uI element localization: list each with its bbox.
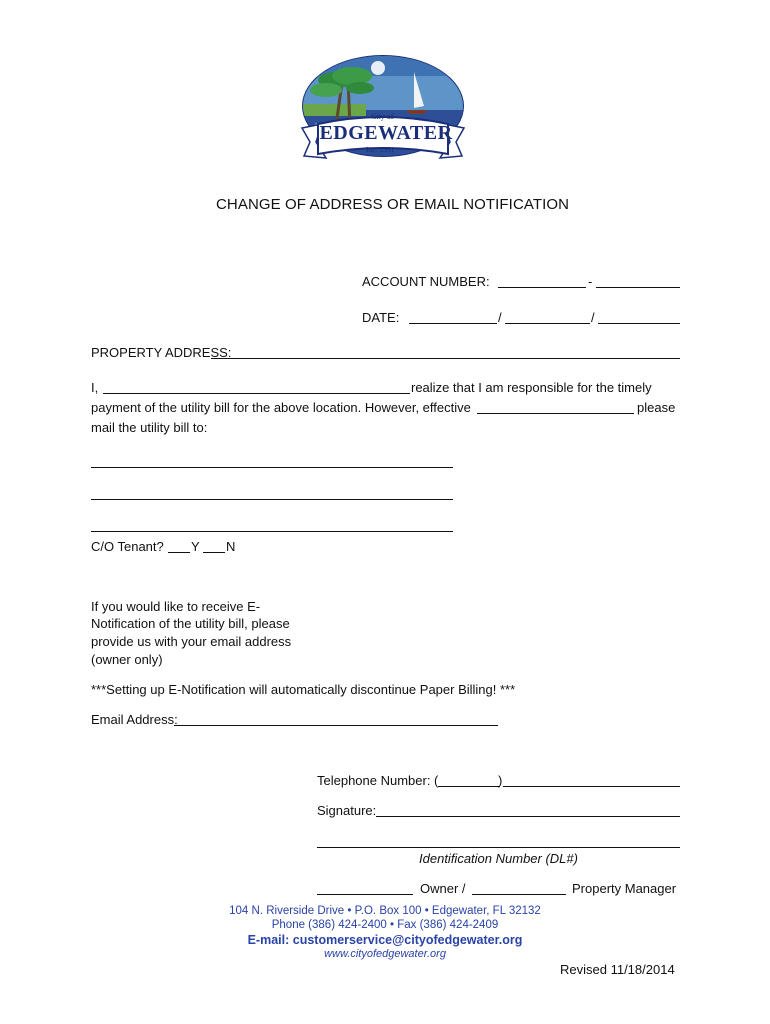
statement-line2-prefix: payment of the utility bill for the above location. However, effective — [91, 400, 471, 415]
identification-number-label: Identification Number (DL#) — [419, 851, 578, 866]
logo-city-of: City of — [371, 112, 394, 121]
statement-line3: mail the utility bill to: — [91, 420, 208, 435]
telephone-close-paren: ) — [498, 773, 503, 788]
footer-address: 104 N. Riverside Drive • P.O. Box 100 • Edgewater, FL 32132 — [229, 905, 541, 917]
owner-name-field[interactable] — [103, 393, 410, 394]
date-separator-2: / — [591, 310, 595, 325]
date-separator-1: / — [498, 310, 502, 325]
date-month-field[interactable] — [409, 323, 497, 324]
property-address-label: PROPERTY ADDRESS: — [91, 345, 232, 360]
date-label: DATE: — [362, 310, 400, 325]
effective-date-field[interactable] — [477, 413, 634, 414]
mailing-address-line-1[interactable] — [91, 467, 453, 468]
footer-phone: Phone (386) 424-2400 • Fax (386) 424-2409 — [271, 919, 499, 931]
owner-checkbox-field[interactable] — [317, 894, 413, 895]
enotification-line-4: (owner only) — [91, 652, 163, 667]
email-address-field[interactable] — [174, 725, 498, 726]
tenant-yes-field[interactable] — [168, 552, 190, 553]
identification-number-field[interactable] — [317, 847, 680, 848]
account-number-label: ACCOUNT NUMBER: — [362, 274, 490, 289]
form-title: CHANGE OF ADDRESS OR EMAIL NOTIFICATION — [216, 196, 570, 213]
telephone-label: Telephone Number: — [317, 773, 431, 788]
account-number-field-part1[interactable] — [498, 287, 586, 288]
email-address-label: Email Address: — [91, 712, 178, 727]
tenant-label: C/O Tenant? — [91, 539, 164, 554]
enotification-line-1: If you would like to receive E- — [91, 599, 261, 614]
tenant-no-label: N — [226, 539, 236, 554]
footer-email-link[interactable]: E-mail: customerservice@cityofedgewater.org — [247, 933, 523, 947]
paper-billing-warning: ***Setting up E-Notification will automatically discontinue Paper Billing! *** — [91, 682, 516, 697]
tenant-no-field[interactable] — [203, 552, 225, 553]
revised-date: Revised 11/18/2014 — [560, 962, 675, 977]
enotification-line-3: provide us with your email address — [91, 634, 292, 649]
telephone-area-code-field[interactable] — [438, 786, 500, 787]
account-number-separator: - — [588, 274, 593, 289]
owner-label: Owner / — [420, 881, 466, 896]
telephone-open-paren: ( — [434, 773, 439, 788]
date-day-field[interactable] — [505, 323, 590, 324]
mailing-address-line-2[interactable] — [91, 499, 453, 500]
property-manager-checkbox-field[interactable] — [472, 894, 566, 895]
tenant-yes-label: Y — [191, 539, 200, 554]
statement-suffix: realize that I am responsible for the timely — [411, 380, 652, 395]
account-number-field-part2[interactable] — [596, 287, 680, 288]
telephone-number-field[interactable] — [503, 786, 680, 787]
statement-prefix: I, — [91, 380, 99, 395]
footer-website-link[interactable]: www.cityofedgewater.org — [324, 948, 446, 960]
logo-city-name: EDGEWATER — [319, 122, 453, 144]
signature-field[interactable] — [376, 816, 680, 817]
date-year-field[interactable] — [598, 323, 680, 324]
signature-label: Signature: — [317, 803, 377, 818]
enotification-line-2: Notification of the utility bill, please — [91, 616, 290, 631]
statement-line2-suffix: please — [637, 400, 676, 415]
mailing-address-line-3[interactable] — [91, 531, 453, 532]
logo-incorporated: Inc. 1951 — [366, 145, 395, 154]
property-address-field[interactable] — [211, 358, 680, 359]
property-manager-label: Property Manager — [572, 881, 677, 896]
